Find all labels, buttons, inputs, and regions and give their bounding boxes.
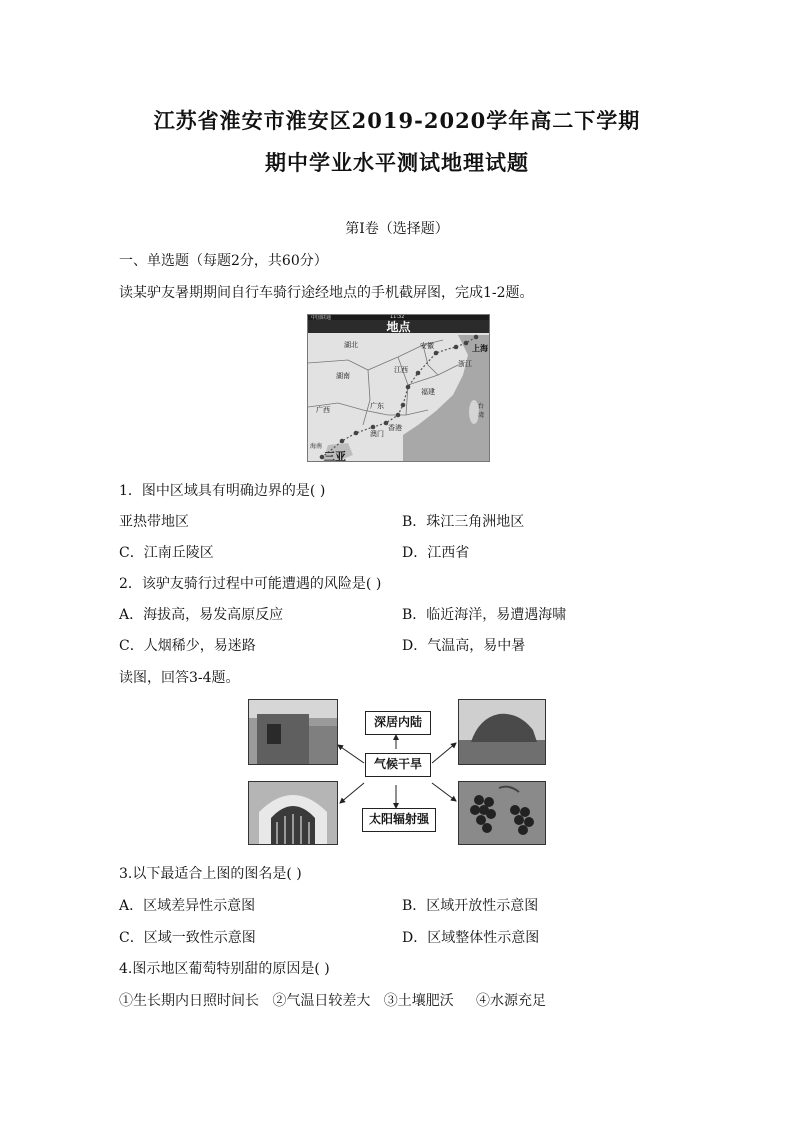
group2-intro: 读图，回答3-4题。: [119, 670, 240, 686]
q2-option-c: C．人烟稀少，易迷路: [119, 638, 256, 654]
q1-option-b: B．珠江三角洲地区: [402, 514, 525, 530]
map-label-hunan: 湖南: [336, 372, 350, 380]
q2-option-a: A．海拔高，易发高原反应: [119, 607, 284, 623]
q2-option-d: D．气温高，易中暑: [402, 638, 526, 654]
map-header: 地点: [386, 320, 411, 334]
status-carrier: 中国联通: [311, 315, 332, 321]
q4-choices: ①生长期内日照时间长 ②气温日较差大 ③土壤肥沃 ④水源充足: [119, 993, 546, 1009]
map-label-hainan: 海南: [310, 443, 323, 450]
q3-option-c: C．区域一致性示意图: [119, 930, 256, 946]
desert-rock-photo: [458, 699, 546, 765]
q3-option-b: B．区域开放性示意图: [402, 898, 539, 914]
part-label: 一、单选题（每题2分，共60分）: [119, 253, 328, 269]
mud-house-photo: [248, 699, 338, 765]
map-label-taiwan: 台湾: [478, 403, 485, 419]
map-label-hubei: 湖北: [344, 341, 358, 349]
q3-option-d: D．区域整体性示意图: [402, 930, 540, 946]
volume-label: 第I卷（选择题）: [345, 221, 449, 237]
box-deep-inland: 深居内陆: [365, 711, 431, 735]
grape-cellar-photo: [248, 781, 338, 845]
q2-stem: 2．该驴友骑行过程中可能遭遇的风险是( ): [119, 576, 382, 592]
map-label-hongkong: 香港: [388, 424, 402, 432]
map-label-guangxi: 广西: [316, 406, 330, 414]
status-time: 11:32: [390, 314, 405, 320]
box-strong-solar-radiation: 太阳辐射强: [362, 808, 436, 832]
map-label-jiangxi: 江西: [394, 366, 408, 374]
box-arid-climate: 气候干旱: [365, 753, 431, 777]
grapes-photo: [458, 781, 546, 845]
route-map-svg: [308, 315, 489, 461]
group1-intro: 读某驴友暑期期间自行车骑行途经地点的手机截屏图，完成1-2题。: [119, 285, 534, 301]
map-label-sanya: 三亚: [324, 450, 346, 462]
region-diagram: [246, 697, 546, 845]
q1-option-c: C．江南丘陵区: [119, 545, 214, 561]
map-label-anhui: 安徽: [420, 342, 434, 350]
q2-option-b: B．临近海洋，易遭遇海啸: [402, 607, 567, 623]
q3-option-a: A．区域差异性示意图: [119, 898, 256, 914]
q3-stem: 3.以下最适合上图的图名是( ): [119, 866, 302, 882]
q4-stem: 4.图示地区葡萄特别甜的原因是( ): [119, 961, 330, 977]
map-label-fujian: 福建: [421, 388, 435, 396]
q1-stem: 1．图中区域具有明确边界的是( ): [119, 483, 326, 499]
route-map-screenshot: [307, 314, 490, 462]
map-label-zhejiang: 浙江: [458, 360, 472, 368]
map-label-shanghai: 上海: [472, 343, 488, 353]
document-title-line1: 江苏省淮安市淮安区2019-2020学年高二下学期: [153, 108, 641, 133]
map-label-guangdong: 广东: [370, 402, 384, 410]
document-title-line2: 期中学业水平测试地理试题: [265, 150, 529, 175]
q1-option-d: D．江西省: [402, 545, 470, 561]
map-label-macau: 澳门: [370, 430, 384, 438]
q1-option-a: 亚热带地区: [119, 514, 189, 530]
